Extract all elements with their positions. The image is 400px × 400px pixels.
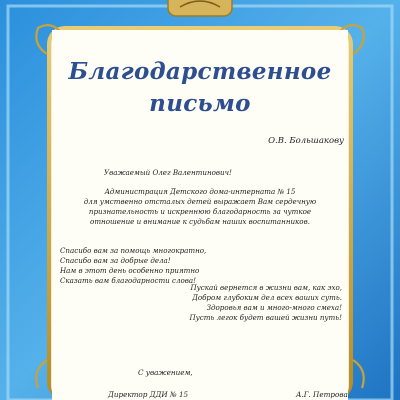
greeting: Уважаемый Олег Валентинович! — [104, 168, 232, 177]
title-line-1: Благодарственное — [68, 58, 332, 85]
poem-line: Спасибо вам за помощь многократно, — [60, 246, 207, 255]
poem-line: Пусть легок будет вашей жизни путь! — [189, 313, 342, 322]
title-line-2: письмо — [149, 90, 251, 117]
poem-left-stanza — [60, 246, 206, 286]
director-title: Директор ДДИ № 15 — [108, 390, 189, 399]
signer-name: А.Г. Петрова — [296, 390, 348, 399]
poem-line: Добром глубоким дел всех ваших суть. — [192, 293, 342, 302]
paragraph-line: для умственно отсталых детей выражает Вам сердечную — [83, 197, 317, 206]
paragraph-line: признательность и искреннюю благодарность за чуткое — [88, 207, 312, 216]
poem-line: Сказать вам благодарности слова! — [60, 276, 196, 285]
closing-text: С уважением, — [138, 368, 193, 377]
poem-line: Нам в этот день особенно приятно — [60, 266, 200, 275]
poem-line: Пускай вернется в жизни вам, как эхо, — [190, 283, 342, 292]
paragraph-line: Администрация Детского дома-интерната № 15 — [104, 187, 296, 196]
top-emblem — [168, 0, 232, 16]
poem-line: Здоровья вам и много-много смеха! — [206, 303, 342, 312]
gratitude-paragraph — [58, 187, 342, 227]
poem-right-stanza — [150, 283, 342, 323]
recipient-name: О.В. Большакову — [268, 136, 344, 146]
poem-line: Спасибо вам за добрые дела! — [60, 256, 171, 265]
paragraph-line: отношение и внимание к судьбам наших воспитанников. — [90, 217, 310, 226]
